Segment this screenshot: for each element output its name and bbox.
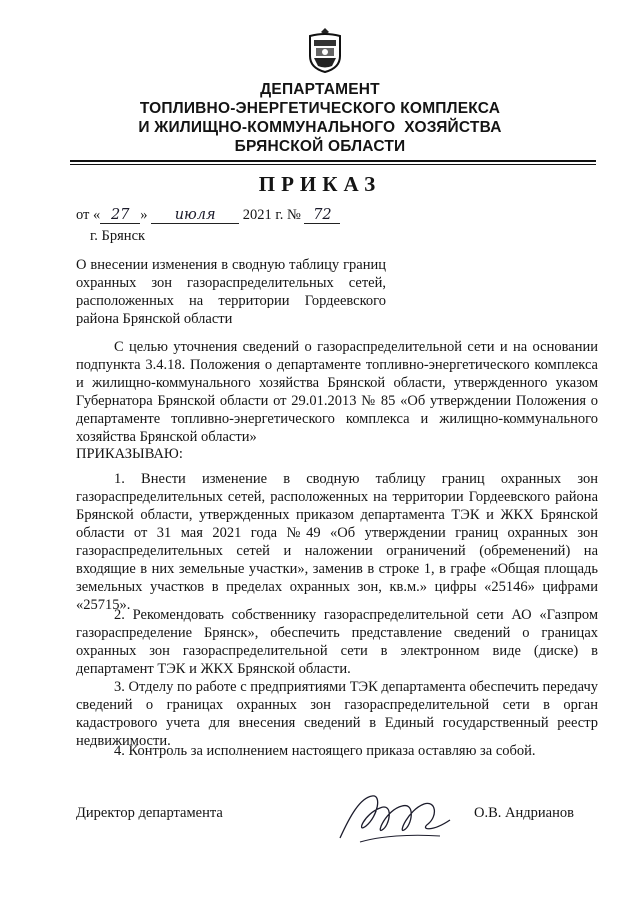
date-day: 27 (100, 207, 140, 224)
preamble (76, 338, 598, 446)
date-year: 2021 г. (242, 207, 284, 223)
preamble-text: С целью уточнения сведений о газораспределительной сети и на основании подпункта 3.4.18. Положения о департаменте топливно-энергетического комплекса и жилищно-коммунального хозяйства Брянской области, утвержденного указом Губернатора Брянской области от 29.01.2013 № 85 «Об утверждении Положения о департаменте топливно-энергетического комплекса и жилищно-коммунального хозяйства Брянской области» (76, 339, 598, 445)
department-line: БРЯНСКОЙ ОБЛАСТИ (234, 138, 406, 155)
order-item-3 (76, 678, 598, 750)
order-word: ПРИКАЗЫВАЮ: (76, 446, 183, 462)
header-divider (70, 160, 596, 162)
date-mid: » (140, 207, 148, 223)
handwritten-signature (320, 786, 470, 846)
department-line: И ЖИЛИЩНО-КОММУНАЛЬНОГО ХОЗЯЙСТВА (138, 119, 502, 136)
number-label: № (286, 207, 301, 223)
header-divider-thin (70, 164, 596, 165)
signer-name: О.В. Андрианов (474, 805, 574, 821)
order-item-text: 3. Отделу по работе с предприятиями ТЭК департамента обеспечить передачу сведений о границах охранных зон газораспределительной сети в орган кадастрового учета для внесения сведений в Единый государственный реестр недвижимости. (76, 679, 598, 749)
order-item-text: 2. Рекомендовать собственнику газораспределительной сети АО «Газпром газораспределение Брянск», обеспечить представление сведений о границах охранных зон газораспределительной сети в электронном виде (диске) в департамент ТЭК и ЖКХ Брянской области. (76, 607, 598, 677)
document-subject: О внесении изменения в сводную таблицу границ охранных зон газораспределительных сетей, расположенных на территории Гордеевского района Брянской области (76, 257, 386, 327)
date-prefix: от « (76, 207, 101, 223)
order-item-1 (76, 470, 598, 614)
date-line (76, 207, 340, 224)
order-item-text: 1. Внести изменение в сводную таблицу границ охранных зон газораспределительных сетей, расположенных на территории Гордеевского района Брянской области, утвержденных приказом департамента ТЭК и ЖКХ Брянской области от 31 мая 2021 года №49 «Об утверждении границ охранных зон газораспределительных сетей и наложении ограничений (обременений) на входящие в них земельные участки», заменив в строке 1, в графе «Общая площадь земельных участков в пределах охранных зон, кв.м.» цифры «25146» цифрами «25715». (76, 471, 598, 613)
order-item-4 (76, 742, 598, 760)
date-month: июля (151, 207, 239, 224)
document-title: ПРИКАЗ (258, 172, 382, 196)
bryansk-coat-of-arms-icon (304, 26, 346, 74)
order-item-text: 4. Контроль за исполнением настоящего приказа оставляю за собой. (114, 743, 536, 759)
department-heading (0, 80, 640, 156)
department-line: ТОПЛИВНО-ЭНЕРГЕТИЧЕСКОГО КОМПЛЕКСА (139, 100, 501, 117)
department-line: ДЕПАРТАМЕНТ (260, 81, 380, 98)
order-item-2 (76, 606, 598, 678)
order-number: 72 (304, 207, 340, 224)
city: г. Брянск (90, 228, 146, 244)
signer-position: Директор департамента (76, 805, 223, 821)
